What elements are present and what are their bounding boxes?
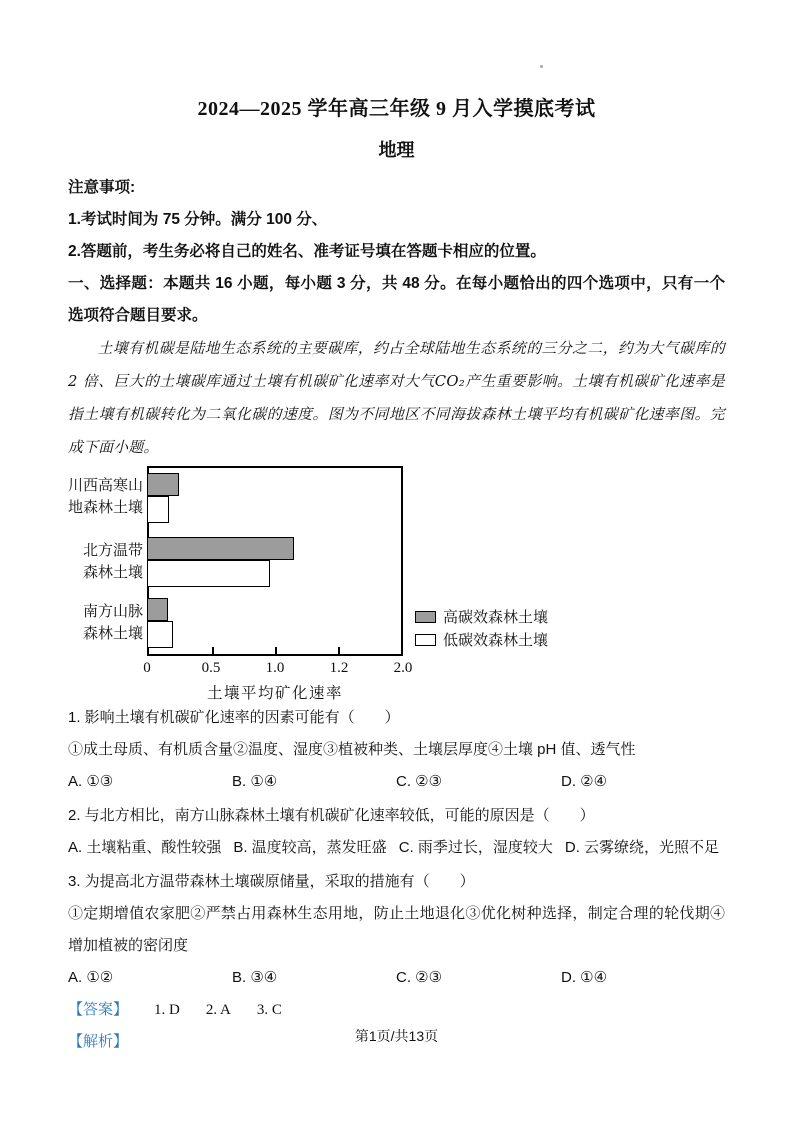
subject-title: 地理 <box>378 140 415 160</box>
x-axis-tick-labels <box>143 660 413 680</box>
category-label-beifang: 北方温带 森林土壤 <box>82 542 143 581</box>
question-2 <box>68 800 725 864</box>
plot-area <box>147 466 403 656</box>
option-2C: C. 雨季过长，湿度较大 <box>398 839 553 856</box>
bar-high-nanfang <box>147 598 168 621</box>
x-tick-1_2: 1.2 <box>329 660 349 676</box>
answer-3: 3. C <box>256 1002 282 1018</box>
page-title: 2024—2025 学年高三年级 9 月入学摸底考试 <box>197 98 596 120</box>
answer-1: 1. D <box>154 1002 180 1018</box>
bar-low-beifang <box>147 560 270 587</box>
axis-tick-mark <box>212 647 214 654</box>
question-3 <box>68 866 725 994</box>
legend-label-low: 低碳效森林土壤 <box>443 632 549 649</box>
passage-text: 土壤有机碳是陆地生态系统的主要碳库，约占全球陆地生态系统的三分之二，约为大气碳库的 2 倍、巨大的土壤碳库通过土壤有机碳矿化速率对大气CO₂产生重要影响。土壤有机碳矿化速率是指土壤有机碳转化为二氧化碳的速度。图为不同地区不同海拔森林土壤平均有机碳矿化速率图。完成下面小题。 <box>68 340 725 456</box>
x-tick-0: 0 <box>143 660 151 676</box>
x-axis-label: 土壤平均矿化速率 <box>206 685 343 702</box>
x-tick-1_0: 1.0 <box>265 660 285 676</box>
page-content <box>68 0 725 1058</box>
bar-chart <box>68 464 725 700</box>
option-3B: B. ③④ <box>232 969 278 986</box>
x-tick-0_5: 0.5 <box>201 660 221 676</box>
question-2-stem: 2. 与北方相比，南方山脉森林土壤有机碳矿化速率较低，可能的原因是（ ） <box>68 807 595 824</box>
category-label-chuanxi: 川西高寒山 地森林土壤 <box>68 477 144 516</box>
option-2A: A. 土壤粘重、酸性较强 <box>68 839 222 856</box>
option-2B: B. 温度较高，蒸发旺盛 <box>233 839 387 856</box>
legend-swatch-gray <box>415 611 436 623</box>
question-3-items: ①定期增值农家肥②严禁占用森林生态用地，防止土地退化③优化树种选择，制定合理的轮伐期④增加植被的密闭度 <box>68 905 725 954</box>
chart-legend <box>415 605 548 651</box>
question-3-options <box>68 962 725 994</box>
section-heading: 一、选择题：本题共 16 小题，每小题 3 分，共 48 分。在每小题恰出的四个选项中，只有一个选项符合题目要求。 <box>68 275 725 324</box>
analysis-label: 【解析】 <box>68 1033 129 1050</box>
legend-item-low <box>415 628 548 651</box>
option-3C: C. ②③ <box>396 969 443 986</box>
question-1-options <box>68 766 725 798</box>
axis-tick-mark <box>275 647 277 654</box>
option-3D: D. ①④ <box>561 969 608 986</box>
option-1D: D. ②④ <box>561 773 608 790</box>
answer-line <box>68 994 725 1026</box>
category-label-nanfang: 南方山脉 森林土壤 <box>82 603 143 642</box>
question-1-stem: 1. 影响土壤有机碳矿化速率的因素可能有（ ） <box>68 709 400 726</box>
answer-label: 【答案】 <box>68 1001 129 1018</box>
question-3-stem: 3. 为提高北方温带森林土壤碳原储量，采取的措施有（ ） <box>68 873 475 890</box>
bar-high-chuanxi <box>147 473 179 496</box>
legend-label-high: 高碳效森林土壤 <box>443 609 549 626</box>
notice-heading: 注意事项: <box>68 179 136 196</box>
notice-item-1: 1.考试时间为 75 分钟。满分 100 分、 <box>68 211 328 228</box>
axis-tick-mark <box>338 647 340 654</box>
legend-item-high <box>415 605 548 628</box>
legend-swatch-white <box>415 634 436 646</box>
question-1 <box>68 702 725 798</box>
bar-low-nanfang <box>147 621 173 648</box>
option-1C: C. ②③ <box>396 773 443 790</box>
option-1B: B. ①④ <box>232 773 278 790</box>
page-number: 第1页/共13页 <box>354 1028 439 1044</box>
option-2D: D. 云雾缭绕，光照不足 <box>564 839 720 856</box>
answer-2: 2. A <box>205 1002 231 1018</box>
option-3A: A. ①② <box>68 969 114 986</box>
option-1A: A. ①③ <box>68 773 114 790</box>
question-2-options <box>68 832 725 864</box>
notice-item-2: 2.答题前，考生务必将自己的姓名、准考证号填在答题卡相应的位置。 <box>68 243 546 260</box>
question-1-items: ①成土母质、有机质含量②温度、湿度③植被种类、土壤层厚度④土壤 pH 值、透气性 <box>68 741 636 758</box>
bar-high-beifang <box>147 537 294 560</box>
bar-low-chuanxi <box>147 496 169 523</box>
x-tick-2_0: 2.0 <box>393 660 413 676</box>
